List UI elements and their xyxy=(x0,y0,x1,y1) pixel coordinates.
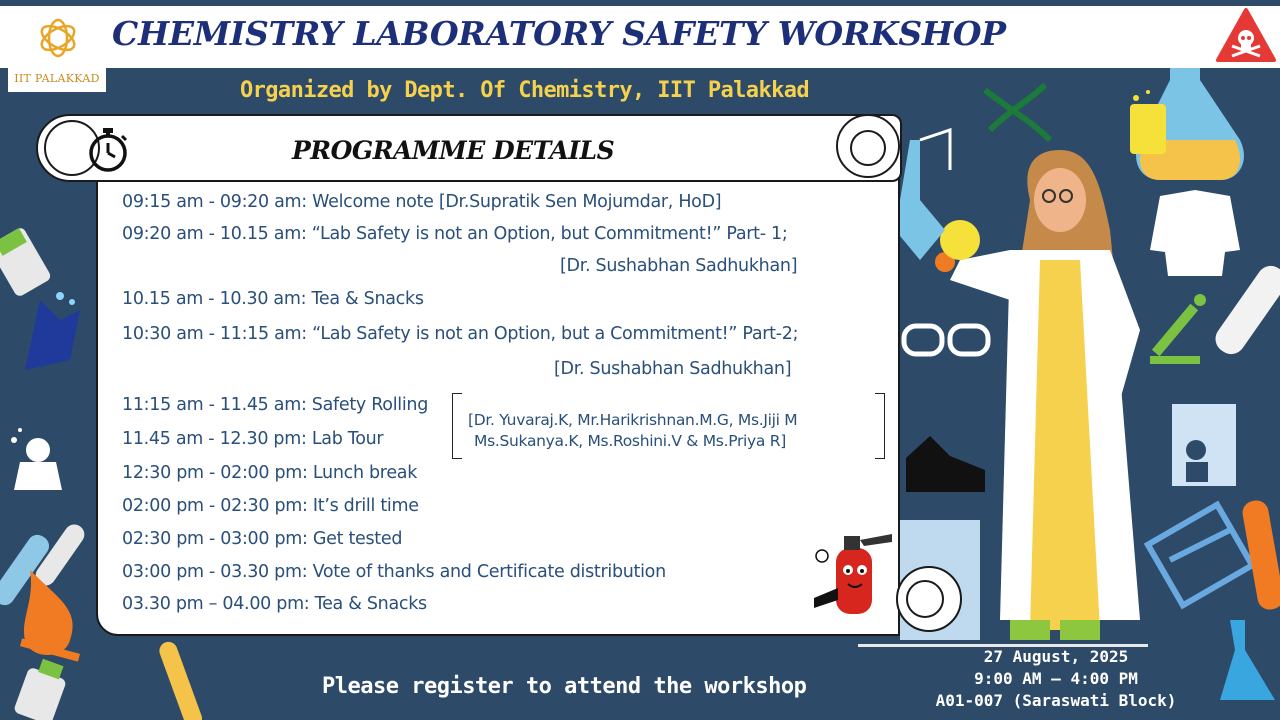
names-line: Ms.Sukanya.K, Ms.Roshini.V & Ms.Priya R] xyxy=(474,432,786,450)
bottle-icon xyxy=(13,659,67,720)
scroll-curl-bottom-inner xyxy=(906,580,944,618)
header-accent xyxy=(0,0,1280,6)
schedule-line: 11.45 am - 12.30 pm: Lab Tour xyxy=(122,429,384,449)
schedule-line: 03.30 pm – 04.00 pm: Tea & Snacks xyxy=(122,594,427,614)
schedule-speaker: [Dr. Sushabhan Sadhukhan] xyxy=(560,256,798,276)
scroll-curl-top-inner xyxy=(850,130,886,166)
schedule-line: 12:30 pm - 02:00 pm: Lunch break xyxy=(122,463,418,483)
event-date: 27 August, 2025 xyxy=(983,647,1129,666)
safety-shower-icon xyxy=(1172,404,1236,486)
stopwatch-icon xyxy=(86,126,130,174)
fire-extinguisher-icon xyxy=(808,528,898,620)
dna-icon xyxy=(985,85,1050,140)
register-call-to-action: Please register to attend the workshop xyxy=(322,674,807,699)
bottle-icon xyxy=(0,226,52,298)
schedule-line: 02:00 pm - 02:30 pm: It’s drill time xyxy=(122,496,419,516)
page-title: CHEMISTRY LABORATORY SAFETY WORKSHOP xyxy=(112,14,1006,53)
flask-icon xyxy=(1220,620,1275,700)
schedule-speaker: [Dr. Sushabhan Sadhukhan] xyxy=(554,359,792,379)
test-tube-rack-icon xyxy=(1148,505,1252,606)
schedule-line: 02:30 pm - 03:00 pm: Get tested xyxy=(122,529,403,549)
microscope-icon xyxy=(1150,294,1206,364)
shoe-icon xyxy=(906,436,985,492)
schedule-line: 10:30 am - 11:15 am: “Lab Safety is not an Option, but a Commitment!” Part-2; xyxy=(122,324,799,344)
schedule-line: 09:20 am - 10.15 am: “Lab Safety is not an Option, but Commitment!” Part- 1; xyxy=(122,224,788,244)
test-tube-icon xyxy=(157,639,205,720)
scientist-icon xyxy=(11,428,62,490)
schedule-line: 09:15 am - 09:20 am: Welcome note [Dr.Supratik Sen Mojumdar, HoD] xyxy=(122,192,722,212)
toxic-warning-icon xyxy=(1216,8,1276,64)
organizer-text: Organized by Dept. Of Chemistry, IIT Palakkad xyxy=(240,78,810,103)
names-bracket-right xyxy=(875,393,885,459)
event-time: 9:00 AM – 4:00 PM xyxy=(974,669,1138,688)
lab-coat-icon xyxy=(1150,190,1240,276)
event-details xyxy=(930,646,1182,712)
programme-heading: PROGRAMME DETAILS xyxy=(292,136,615,165)
names-bracket-left xyxy=(452,393,462,459)
flask-icon xyxy=(25,292,80,370)
iit-palakkad-logo xyxy=(8,6,106,92)
names-line: [Dr. Yuvaraj.K, Mr.Harikrishnan.M.G, Ms.Jiji M xyxy=(468,411,798,429)
schedule-line: 11:15 am - 11.45 am: Safety Rolling xyxy=(122,395,429,415)
event-venue: A01-007 (Saraswati Block) xyxy=(935,691,1177,710)
safety-team-names xyxy=(468,410,797,452)
schedule-line: 03:00 pm - 03.30 pm: Vote of thanks and Certificate distribution xyxy=(122,562,666,582)
goggles-icon xyxy=(904,326,988,354)
iit-palakkad-logo-icon xyxy=(36,12,80,64)
logo-text: IIT PALAKKAD xyxy=(14,72,100,85)
schedule-line: 10.15 am - 10.30 am: Tea & Snacks xyxy=(122,289,424,309)
